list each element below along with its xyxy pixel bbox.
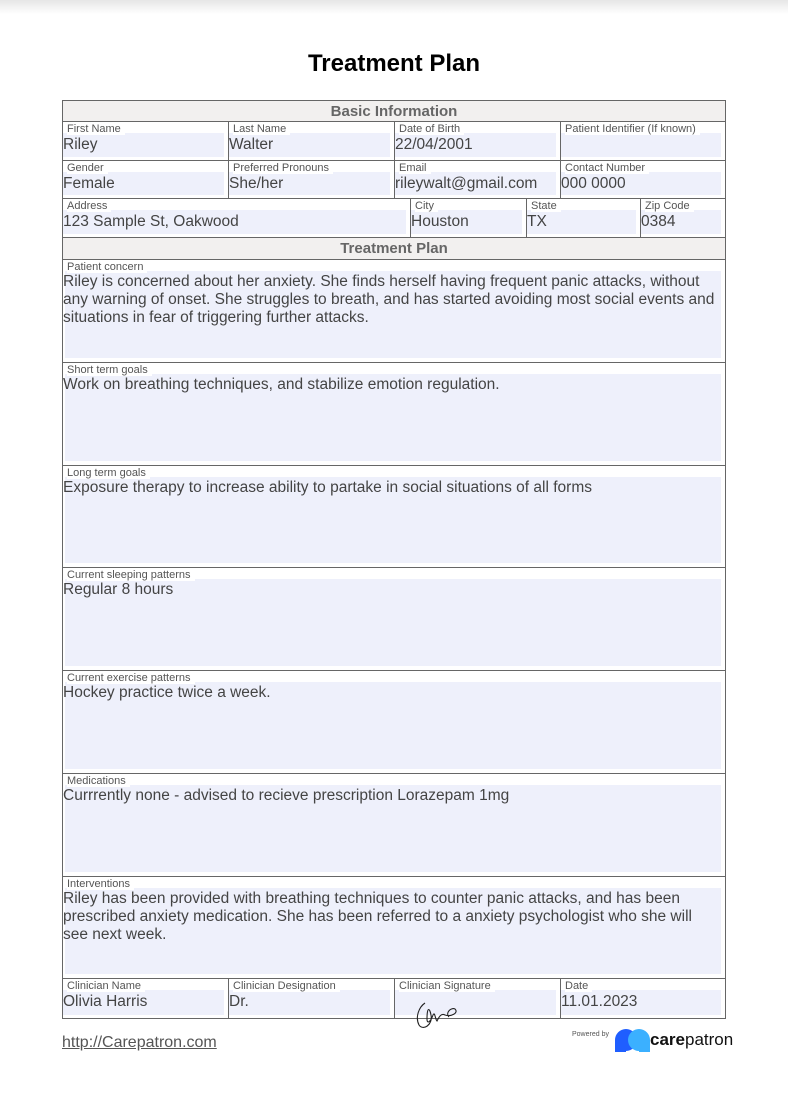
sleeping-patterns-label: Current sleeping patterns xyxy=(67,569,195,581)
contact-cell xyxy=(561,161,725,199)
gender-label: Gender xyxy=(67,162,108,174)
date-value: 11.01.2023 xyxy=(561,993,638,1010)
exercise-patterns-label: Current exercise patterns xyxy=(67,672,195,684)
page-top-shadow xyxy=(0,0,788,14)
interventions-label: Interventions xyxy=(67,878,134,890)
clinician-designation-label: Clinician Designation xyxy=(233,980,340,992)
zip-value: 0384 xyxy=(641,213,676,230)
city-label: City xyxy=(415,200,438,212)
clinician-signature-cell xyxy=(395,979,561,1018)
gender-cell xyxy=(63,161,229,199)
date-cell xyxy=(561,979,725,1018)
patient-concern-cell xyxy=(63,260,725,363)
first-name-label: First Name xyxy=(67,123,125,135)
medications-cell xyxy=(63,774,725,877)
first-name-value: Riley xyxy=(63,136,98,153)
powered-by-text: Powered by xyxy=(572,1031,609,1038)
short-term-goals-cell xyxy=(63,363,725,466)
exercise-patterns-cell xyxy=(63,671,725,774)
patient-id-label: Patient Identifier (If known) xyxy=(565,123,700,135)
address-value: 123 Sample St, Oakwood xyxy=(63,213,239,230)
patient-concern-label: Patient concern xyxy=(67,261,147,273)
section-treatment-plan: Treatment Plan xyxy=(63,238,725,260)
signature-image xyxy=(405,995,465,1035)
patient-id-field[interactable] xyxy=(561,133,721,157)
long-term-goals-cell xyxy=(63,466,725,568)
carepatron-link[interactable]: http://Carepatron.com xyxy=(62,1034,217,1051)
contact-label: Contact Number xyxy=(565,162,649,174)
sleeping-patterns-cell xyxy=(63,568,725,671)
clinician-name-cell xyxy=(63,979,229,1018)
email-value: rileywalt@gmail.com xyxy=(395,175,538,192)
email-label: Email xyxy=(399,162,431,174)
exercise-patterns-value: Hockey practice twice a week. xyxy=(63,684,271,701)
brand-bold: care xyxy=(650,1030,685,1049)
email-cell xyxy=(395,161,561,199)
interventions-cell xyxy=(63,877,725,979)
city-cell xyxy=(411,199,527,238)
carepatron-logo-icon xyxy=(615,1028,655,1052)
date-label: Date xyxy=(565,980,592,992)
short-term-goals-value: Work on breathing techniques, and stabilize emotion regulation. xyxy=(63,376,500,393)
clinician-signature-label: Clinician Signature xyxy=(399,980,495,992)
last-name-label: Last Name xyxy=(233,123,290,135)
clinician-designation-value: Dr. xyxy=(229,993,249,1010)
pronouns-cell xyxy=(229,161,395,199)
zip-cell xyxy=(641,199,725,238)
medications-label: Medications xyxy=(67,775,130,787)
clinician-name-value: Olivia Harris xyxy=(63,993,148,1010)
dob-label: Date of Birth xyxy=(399,123,464,135)
carepatron-brand xyxy=(650,1030,733,1050)
long-term-goals-label: Long term goals xyxy=(67,467,150,479)
last-name-value: Walter xyxy=(229,136,274,153)
dob-value: 22/04/2001 xyxy=(395,136,473,153)
state-cell xyxy=(527,199,641,238)
patient-concern-value: Riley is concerned about her anxiety. She finds herself having frequent panic attacks, without any warning of onset. She struggles to breath, and has started avoiding most social events and situations in fear of triggering further attacks. xyxy=(63,273,715,326)
clinician-designation-field[interactable] xyxy=(229,990,390,1015)
dob-cell xyxy=(395,122,561,161)
brand-rest: patron xyxy=(684,1030,734,1049)
gender-value: Female xyxy=(63,175,115,192)
city-value: Houston xyxy=(411,213,469,230)
treatment-plan-form xyxy=(62,100,726,1019)
sleeping-patterns-value: Regular 8 hours xyxy=(63,581,174,598)
address-label: Address xyxy=(67,200,111,212)
long-term-goals-value: Exposure therapy to increase ability to partake in social situations of all forms xyxy=(63,479,592,496)
short-term-goals-label: Short term goals xyxy=(67,364,152,376)
pronouns-value: She/her xyxy=(229,175,284,192)
address-cell xyxy=(63,199,411,238)
medications-value: Currrently none - advised to recieve prescription Lorazepam 1mg xyxy=(63,787,510,804)
page-title: Treatment Plan xyxy=(307,50,481,77)
pronouns-label: Preferred Pronouns xyxy=(233,162,333,174)
patient-id-cell xyxy=(561,122,725,161)
state-value: TX xyxy=(527,213,547,230)
first-name-cell xyxy=(63,122,229,161)
section-basic-information: Basic Information xyxy=(63,101,725,122)
last-name-cell xyxy=(229,122,395,161)
clinician-designation-cell xyxy=(229,979,395,1018)
zip-label: Zip Code xyxy=(645,200,694,212)
interventions-value: Riley has been provided with breathing techniques to counter panic attacks, and has been prescribed anxiety medication. She has been referred to a anxiety psychologist who she will see next week. xyxy=(63,890,692,943)
contact-value: 000 0000 xyxy=(561,175,626,192)
state-label: State xyxy=(531,200,561,212)
clinician-name-label: Clinician Name xyxy=(67,980,145,992)
